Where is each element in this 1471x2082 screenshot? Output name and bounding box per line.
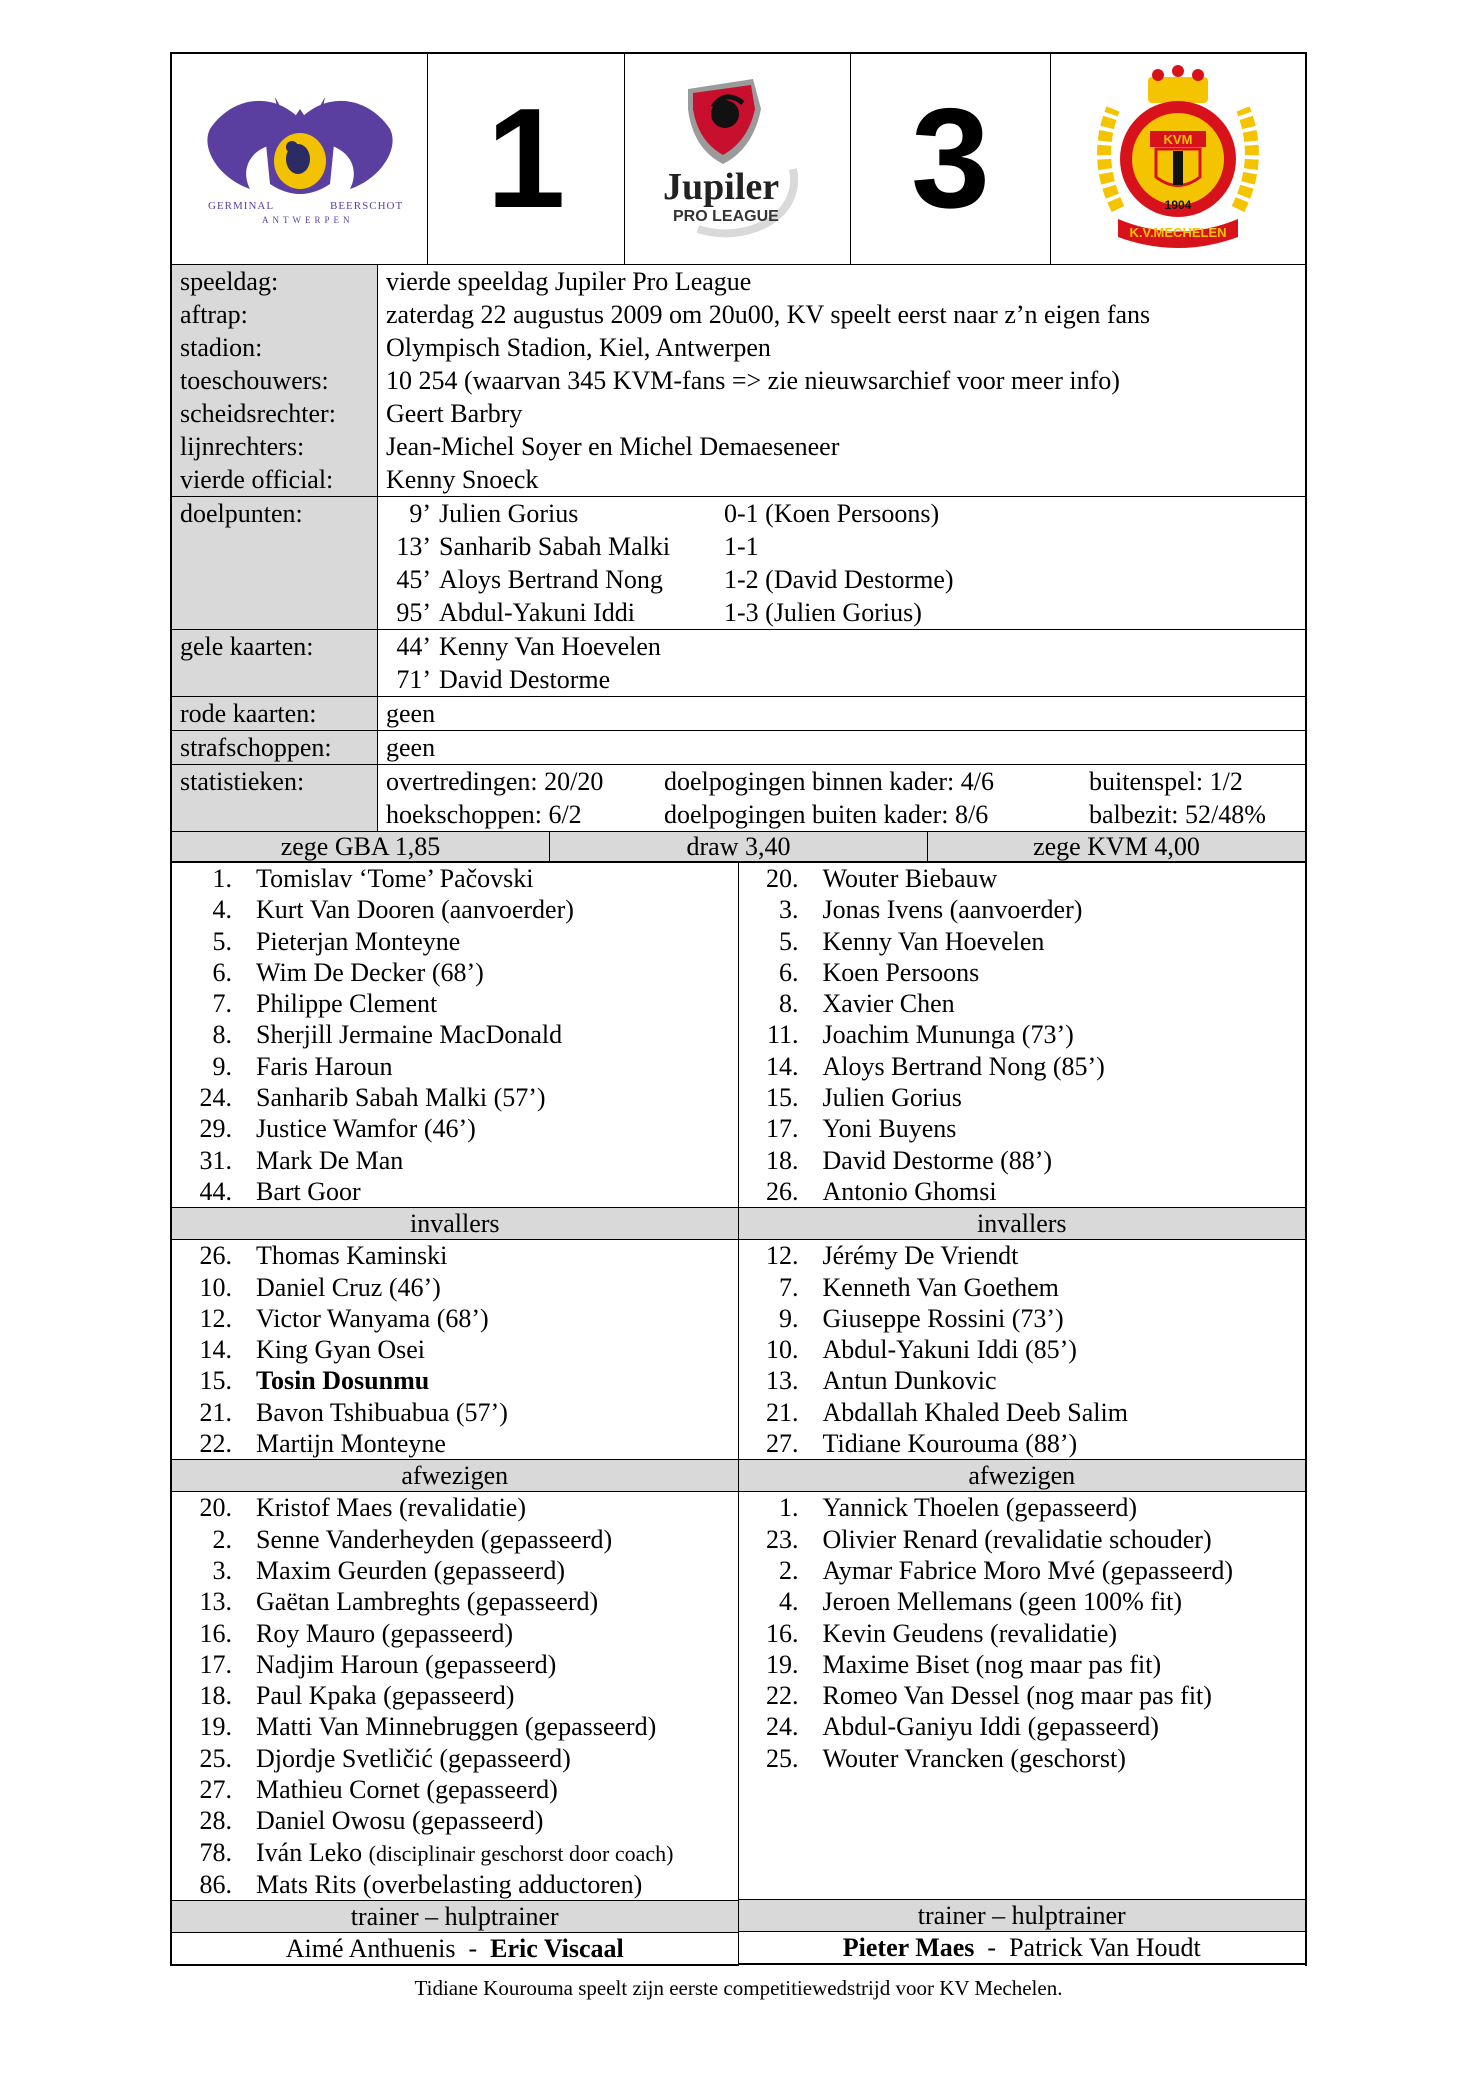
player-number: 19. bbox=[199, 1712, 232, 1742]
player-number: 16. bbox=[766, 1618, 799, 1648]
home-trainers: Aimé Anthuenis - Eric Viscaal bbox=[172, 1933, 738, 1966]
player-number: 17. bbox=[766, 1114, 799, 1144]
home-absent-header: afwezigen bbox=[172, 1459, 738, 1492]
statistics bbox=[378, 765, 1307, 832]
player-number: 1. bbox=[212, 864, 232, 893]
player-number: 2. bbox=[212, 1524, 232, 1554]
player-row bbox=[172, 1649, 738, 1680]
aftrap-label: aftrap: bbox=[171, 298, 378, 331]
player-number: 22. bbox=[199, 1429, 232, 1459]
jupiler-logo-text: Jupiler bbox=[662, 166, 779, 208]
player-name: Yannick Thoelen (gepasseerd) bbox=[822, 1493, 1138, 1523]
player-number: 23. bbox=[766, 1524, 799, 1554]
toeschouwers-value: 10 254 (waarvan 345 KVM-fans => zie nieuwsarchief voor meer info) bbox=[386, 366, 1120, 395]
player-row bbox=[172, 957, 738, 988]
player-name: Julien Gorius bbox=[822, 1083, 962, 1113]
gba-logo-cell bbox=[172, 54, 428, 264]
player-number: 86. bbox=[199, 1869, 232, 1899]
odds-row bbox=[170, 831, 1307, 863]
player-row bbox=[172, 1240, 738, 1271]
player-name: Wouter Vrancken (geschorst) bbox=[822, 1743, 1126, 1773]
player-name: Antonio Ghomsi bbox=[822, 1176, 997, 1206]
goal-row: 9’ Julien Gorius 0-1 (Koen Persoons) bbox=[409, 499, 940, 528]
player-name: Jérémy De Vriendt bbox=[822, 1241, 1019, 1271]
player-number: 15. bbox=[199, 1366, 232, 1396]
away-absent bbox=[739, 1492, 1306, 1899]
player-number: 21. bbox=[766, 1397, 799, 1427]
player-name: Sanharib Sabah Malki (57’) bbox=[256, 1083, 546, 1113]
player-number: 26. bbox=[199, 1241, 232, 1271]
away-trainers: Pieter Maes - Patrick Van Houdt bbox=[739, 1932, 1306, 1965]
player-name: Philippe Clement bbox=[256, 989, 438, 1019]
player-number: 78. bbox=[199, 1837, 232, 1867]
player-row bbox=[739, 1303, 1306, 1334]
header-row bbox=[170, 52, 1307, 265]
player-row bbox=[172, 1082, 738, 1113]
player-number: 10. bbox=[199, 1272, 232, 1302]
player-number: 13. bbox=[766, 1366, 799, 1396]
player-name: Jonas Ivens (aanvoerder) bbox=[822, 895, 1083, 925]
statistieken-label: statistieken: bbox=[171, 765, 378, 832]
player-row bbox=[739, 1176, 1306, 1207]
player-number: 19. bbox=[766, 1649, 799, 1679]
player-number: 12. bbox=[199, 1303, 232, 1333]
lijnrechters-label: lijnrechters: bbox=[171, 430, 378, 463]
player-number: 24. bbox=[199, 1083, 232, 1113]
player-number: 20. bbox=[199, 1493, 232, 1523]
player-row bbox=[172, 863, 738, 894]
player-row bbox=[172, 1837, 738, 1869]
jpl-logo-cell bbox=[625, 54, 851, 264]
player-number: 5. bbox=[779, 926, 799, 956]
away-lineup bbox=[739, 863, 1306, 1207]
player-row bbox=[739, 1649, 1306, 1680]
player-name: Tomislav ‘Tome’ Pačovski bbox=[256, 864, 534, 893]
player-number: 25. bbox=[766, 1743, 799, 1773]
player-name: Mathieu Cornet (gepasseerd) bbox=[256, 1775, 558, 1805]
player-name: Iván Leko bbox=[256, 1837, 369, 1867]
player-row bbox=[739, 1428, 1306, 1459]
player-number: 5. bbox=[212, 926, 232, 956]
player-name: Djordje Svetličić (gepasseerd) bbox=[256, 1743, 571, 1773]
player-number: 27. bbox=[199, 1775, 232, 1805]
player-row bbox=[739, 1334, 1306, 1365]
player-number: 28. bbox=[199, 1806, 232, 1836]
player-number: 7. bbox=[779, 1272, 799, 1302]
gele-kaarten-label: gele kaarten: bbox=[171, 630, 378, 697]
player-row bbox=[172, 1051, 738, 1082]
rode-kaarten-label: rode kaarten: bbox=[171, 697, 378, 731]
speeldag-label: speeldag: bbox=[171, 265, 378, 298]
player-row bbox=[172, 1365, 738, 1396]
player-row bbox=[739, 1743, 1306, 1774]
player-row bbox=[739, 1145, 1306, 1176]
home-subs bbox=[172, 1240, 738, 1459]
player-row bbox=[172, 1428, 738, 1459]
player-row bbox=[739, 1555, 1306, 1586]
player-number: 10. bbox=[766, 1335, 799, 1365]
player-number: 27. bbox=[766, 1429, 799, 1459]
player-row bbox=[739, 1272, 1306, 1303]
player-number: 13. bbox=[199, 1587, 232, 1617]
player-row bbox=[172, 1492, 738, 1523]
home-score-cell bbox=[428, 54, 625, 264]
player-name: Roy Mauro (gepasseerd) bbox=[256, 1618, 514, 1648]
match-report-sheet bbox=[170, 52, 1307, 2001]
player-name: Kevin Geudens (revalidatie) bbox=[822, 1618, 1118, 1648]
player-row bbox=[739, 1524, 1306, 1555]
gba-logo-text-right: BEERSCHOT bbox=[329, 200, 403, 212]
doelpunten-label: doelpunten: bbox=[171, 497, 378, 630]
player-name: Abdul-Yakuni Iddi (85’) bbox=[822, 1335, 1077, 1365]
player-row bbox=[172, 1869, 738, 1900]
player-number: 26. bbox=[766, 1176, 799, 1206]
player-name: Kristof Maes (revalidatie) bbox=[256, 1493, 527, 1523]
player-row bbox=[739, 1711, 1306, 1742]
lineups bbox=[170, 863, 1307, 1966]
player-row bbox=[739, 1586, 1306, 1617]
player-name: Tidiane Kourouma (88’) bbox=[822, 1429, 1078, 1459]
player-number: 18. bbox=[199, 1681, 232, 1711]
player-name: Mark De Man bbox=[256, 1145, 404, 1175]
scheidsrechter-value: Geert Barbry bbox=[386, 399, 523, 428]
player-name: Daniel Cruz (46’) bbox=[256, 1272, 441, 1302]
footer-note: Tidiane Kourouma speelt zijn eerste competitiewedstrijd voor KV Mechelen. bbox=[414, 1976, 1063, 2001]
player-name: Wim De Decker (68’) bbox=[256, 957, 484, 987]
stadion-label: stadion: bbox=[171, 331, 378, 364]
player-row bbox=[172, 1774, 738, 1805]
gba-logo-text-left: GERMINAL bbox=[207, 200, 274, 212]
player-number: 8. bbox=[779, 989, 799, 1019]
player-name: Justice Wamfor (46’) bbox=[256, 1114, 476, 1144]
stats-row: overtredingen: 20/20 doelpogingen binnen kader: 4/6 buitenspel: 1/2 bbox=[386, 767, 1243, 796]
home-absent bbox=[172, 1492, 738, 1900]
rode-kaarten-value: geen bbox=[378, 697, 1307, 731]
player-name: Xavier Chen bbox=[822, 989, 955, 1019]
player-row bbox=[739, 1019, 1306, 1050]
player-name: Kenny Van Hoevelen bbox=[822, 926, 1045, 956]
player-name: Giuseppe Rossini (73’) bbox=[822, 1303, 1064, 1333]
player-number: 22. bbox=[766, 1681, 799, 1711]
player-name: Joachim Mununga (73’) bbox=[822, 1020, 1074, 1050]
player-row bbox=[172, 1711, 738, 1742]
player-name: Aymar Fabrice Moro Mvé (gepasseerd) bbox=[822, 1555, 1234, 1585]
player-name: Abdallah Khaled Deeb Salim bbox=[822, 1397, 1128, 1427]
player-row bbox=[172, 1805, 738, 1836]
vierde-official-label: vierde official: bbox=[171, 463, 378, 497]
player-number: 6. bbox=[779, 957, 799, 987]
player-name: Bavon Tshibuabua (57’) bbox=[256, 1397, 508, 1427]
away-subs bbox=[739, 1240, 1306, 1459]
player-row bbox=[172, 1113, 738, 1144]
player-row bbox=[172, 1397, 738, 1428]
player-row bbox=[172, 1334, 738, 1365]
player-row bbox=[739, 1397, 1306, 1428]
player-row bbox=[172, 1586, 738, 1617]
player-row bbox=[172, 1743, 738, 1774]
player-row bbox=[739, 926, 1306, 957]
player-number: 24. bbox=[766, 1712, 799, 1742]
player-name: Daniel Owosu (gepasseerd) bbox=[256, 1806, 544, 1836]
away-trainer-header: trainer – hulptrainer bbox=[739, 1899, 1306, 1932]
gba-logo-text-bottom: ANTWERPEN bbox=[261, 215, 353, 225]
player-number: 3. bbox=[212, 1555, 232, 1585]
player-row bbox=[739, 1680, 1306, 1711]
stadion-value: Olympisch Stadion, Kiel, Antwerpen bbox=[386, 333, 771, 362]
player-number: 44. bbox=[199, 1176, 232, 1206]
player-row bbox=[739, 1113, 1306, 1144]
player-number: 3. bbox=[779, 895, 799, 925]
player-number: 11. bbox=[766, 1020, 799, 1050]
player-note: (disciplinair geschorst door coach) bbox=[368, 1840, 674, 1866]
player-row bbox=[172, 1524, 738, 1555]
away-score-cell bbox=[851, 54, 1051, 264]
player-name: Sherjill Jermaine MacDonald bbox=[256, 1020, 563, 1050]
player-number: 6. bbox=[212, 957, 232, 987]
player-name: Pieterjan Monteyne bbox=[256, 926, 461, 956]
player-number: 9. bbox=[212, 1051, 232, 1081]
yellow-card-row: 71’ David Destorme bbox=[396, 665, 611, 694]
lijnrechters-value: Jean-Michel Soyer en Michel Demaeseneer bbox=[386, 432, 840, 461]
goal-row: 13’ Sanharib Sabah Malki 1-1 bbox=[396, 532, 759, 561]
speeldag-value: vierde speeldag Jupiler Pro League bbox=[386, 267, 752, 296]
player-name: Paul Kpaka (gepasseerd) bbox=[256, 1681, 515, 1711]
away-subs-header: invallers bbox=[739, 1207, 1306, 1240]
pro-league-text: PRO LEAGUE bbox=[672, 208, 779, 225]
player-name: Faris Haroun bbox=[256, 1051, 393, 1081]
strafschoppen-value: geen bbox=[378, 731, 1307, 765]
player-row bbox=[739, 1240, 1306, 1271]
vierde-official-value: Kenny Snoeck bbox=[386, 465, 539, 494]
player-name: Olivier Renard (revalidatie schouder) bbox=[822, 1524, 1212, 1554]
player-name: Kenneth Van Goethem bbox=[822, 1272, 1059, 1302]
player-number: 18. bbox=[766, 1145, 799, 1175]
player-row bbox=[739, 1492, 1306, 1523]
player-row bbox=[172, 926, 738, 957]
player-name: Jeroen Mellemans (geen 100% fit) bbox=[822, 1587, 1183, 1617]
odds-home: zege GBA 1,85 bbox=[172, 832, 550, 861]
player-name: Koen Persoons bbox=[822, 957, 980, 987]
home-score: 1 bbox=[486, 79, 566, 238]
player-row bbox=[739, 863, 1306, 894]
away-column bbox=[739, 863, 1306, 1966]
player-number: 12. bbox=[766, 1241, 799, 1271]
jupiler-logo bbox=[643, 69, 833, 249]
player-row bbox=[739, 1082, 1306, 1113]
toeschouwers-label: toeschouwers: bbox=[171, 364, 378, 397]
gba-logo bbox=[180, 79, 420, 239]
player-name: Antun Dunkovic bbox=[822, 1366, 997, 1396]
player-name: Thomas Kaminski bbox=[256, 1241, 448, 1271]
player-row bbox=[172, 1176, 738, 1207]
kvm-logo-cell bbox=[1051, 54, 1304, 264]
player-row bbox=[172, 1680, 738, 1711]
player-number: 2. bbox=[779, 1555, 799, 1585]
player-row bbox=[172, 1555, 738, 1586]
player-row bbox=[739, 1618, 1306, 1649]
player-name: Gaëtan Lambreghts (gepasseerd) bbox=[256, 1587, 599, 1617]
player-name: David Destorme (88’) bbox=[822, 1145, 1053, 1175]
player-name: Kurt Van Dooren (aanvoerder) bbox=[256, 895, 574, 925]
player-number: 15. bbox=[766, 1083, 799, 1113]
aftrap-value: zaterdag 22 augustus 2009 om 20u00, KV speelt eerst naar z’n eigen fans bbox=[386, 300, 1151, 329]
match-info-table bbox=[170, 265, 1307, 831]
player-number: 29. bbox=[199, 1114, 232, 1144]
strafschoppen-label: strafschoppen: bbox=[171, 731, 378, 765]
player-name: Yoni Buyens bbox=[822, 1114, 957, 1144]
player-number: 4. bbox=[779, 1587, 799, 1617]
home-subs-header: invallers bbox=[172, 1207, 738, 1240]
player-row bbox=[739, 988, 1306, 1019]
home-lineup bbox=[172, 863, 738, 1207]
player-name: Bart Goor bbox=[256, 1176, 361, 1206]
kvm-logo-text: KVM bbox=[1163, 132, 1192, 147]
player-name: Romeo Van Dessel (nog maar pas fit) bbox=[822, 1681, 1212, 1711]
player-row bbox=[739, 1051, 1306, 1082]
player-name: Aloys Bertrand Nong (85’) bbox=[822, 1051, 1105, 1081]
player-number: 17. bbox=[199, 1649, 232, 1679]
player-row bbox=[739, 894, 1306, 925]
player-row bbox=[172, 894, 738, 925]
yellow-cards-list bbox=[378, 630, 1307, 697]
player-row bbox=[172, 1272, 738, 1303]
player-name: Wouter Biebauw bbox=[822, 864, 998, 893]
player-name: Nadjim Haroun (gepasseerd) bbox=[256, 1649, 557, 1679]
odds-draw: draw 3,40 bbox=[550, 832, 928, 861]
yellow-card-row: 44’ Kenny Van Hoevelen bbox=[396, 632, 661, 661]
home-trainer-header: trainer – hulptrainer bbox=[172, 1900, 738, 1933]
player-row bbox=[172, 1019, 738, 1050]
player-number: 9. bbox=[779, 1303, 799, 1333]
goal-row: 45’ Aloys Bertrand Nong 1-2 (David Destorme) bbox=[396, 565, 954, 594]
player-number: 14. bbox=[766, 1051, 799, 1081]
kvm-year-text: 1904 bbox=[1164, 198, 1191, 212]
player-name: Matti Van Minnebruggen (gepasseerd) bbox=[256, 1712, 657, 1742]
player-name: Tosin Dosunmu bbox=[256, 1366, 430, 1396]
away-absent-header: afwezigen bbox=[739, 1459, 1306, 1492]
scheidsrechter-label: scheidsrechter: bbox=[171, 397, 378, 430]
player-name: Mats Rits (overbelasting adductoren) bbox=[256, 1869, 643, 1899]
player-number: 8. bbox=[212, 1020, 232, 1050]
player-number: 1. bbox=[779, 1493, 799, 1523]
stats-row: hoekschoppen: 6/2 doelpogingen buiten kader: 8/6 balbezit: 52/48% bbox=[386, 800, 1266, 829]
home-column bbox=[172, 863, 739, 1966]
goals-list bbox=[378, 497, 1307, 630]
player-row bbox=[172, 1303, 738, 1334]
player-number: 21. bbox=[199, 1397, 232, 1427]
player-row bbox=[172, 1145, 738, 1176]
player-name: Maxim Geurden (gepasseerd) bbox=[256, 1555, 565, 1585]
player-name: King Gyan Osei bbox=[256, 1335, 425, 1365]
kvm-ribbon-text: K.V.MECHELEN bbox=[1128, 225, 1227, 240]
player-number: 25. bbox=[199, 1743, 232, 1773]
player-row bbox=[739, 1365, 1306, 1396]
goal-row: 95’ Abdul-Yakuni Iddi 1-3 (Julien Gorius) bbox=[396, 598, 922, 627]
player-name: Martijn Monteyne bbox=[256, 1429, 446, 1459]
player-name: Senne Vanderheyden (gepasseerd) bbox=[256, 1524, 613, 1554]
player-number: 20. bbox=[766, 864, 799, 893]
player-row bbox=[172, 1618, 738, 1649]
player-number: 4. bbox=[212, 895, 232, 925]
player-name: Victor Wanyama (68’) bbox=[256, 1303, 489, 1333]
player-number: 16. bbox=[199, 1618, 232, 1648]
player-number: 14. bbox=[199, 1335, 232, 1365]
odds-away: zege KVM 4,00 bbox=[1033, 832, 1200, 861]
player-name: Maxime Biset (nog maar pas fit) bbox=[822, 1649, 1162, 1679]
player-name: Abdul-Ganiyu Iddi (gepasseerd) bbox=[822, 1712, 1159, 1742]
kvm-logo bbox=[1078, 59, 1278, 259]
player-number: 31. bbox=[199, 1145, 232, 1175]
away-score: 3 bbox=[911, 79, 990, 238]
player-number: 7. bbox=[212, 989, 232, 1019]
player-row bbox=[739, 957, 1306, 988]
player-row bbox=[172, 988, 738, 1019]
